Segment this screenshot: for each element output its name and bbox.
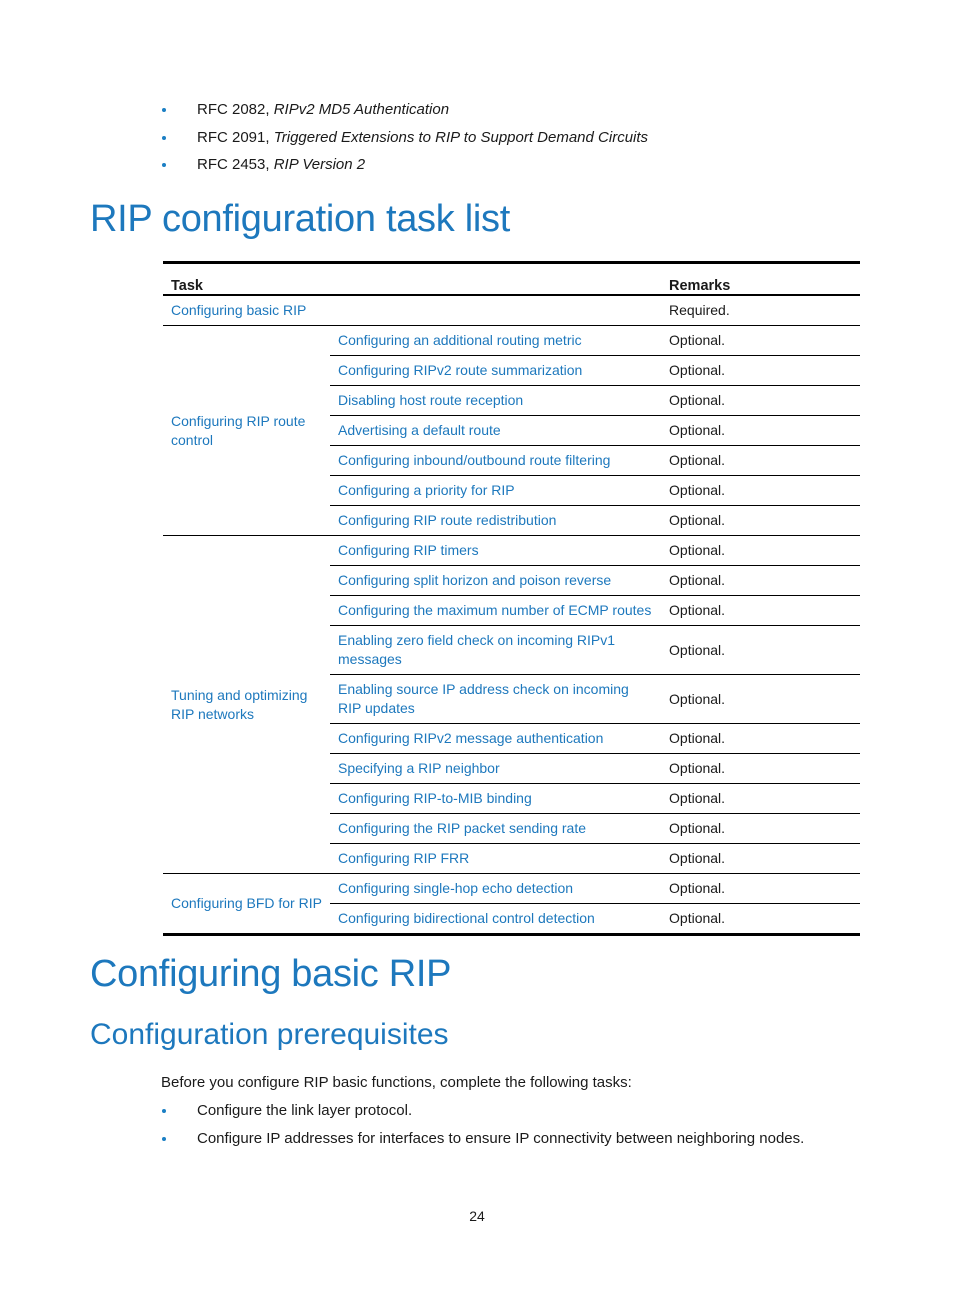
subtask-link[interactable]: Configuring RIPv2 message authentication [330, 724, 661, 754]
subtask-link[interactable]: Enabling source IP address check on incoming RIP updates [330, 675, 661, 724]
bullet-icon [162, 136, 166, 140]
remarks-cell: Optional. [661, 566, 860, 596]
remarks-cell: Optional. [661, 626, 860, 675]
remarks-cell: Optional. [661, 386, 860, 416]
remarks-cell: Optional. [661, 814, 860, 844]
task-group-link[interactable]: Tuning and optimizing RIP networks [163, 536, 330, 874]
subtask-link[interactable]: Configuring bidirectional control detection [330, 904, 661, 935]
bullet-icon [162, 108, 166, 112]
remarks-cell: Optional. [661, 874, 860, 904]
subtask-link[interactable]: Disabling host route reception [330, 386, 661, 416]
subtask-link[interactable]: Advertising a default route [330, 416, 661, 446]
prerequisite-item: Configure IP addresses for interfaces to ensure IP connectivity between neighboring nodes. [162, 1125, 804, 1153]
subtask-link[interactable]: Configuring inbound/outbound route filtering [330, 446, 661, 476]
subtask-link[interactable]: Configuring an additional routing metric [330, 326, 661, 356]
prerequisite-item: Configure the link layer protocol. [162, 1097, 804, 1125]
subtask-link[interactable]: Configuring RIP route redistribution [330, 506, 661, 536]
subtask-link[interactable]: Specifying a RIP neighbor [330, 754, 661, 784]
prerequisite-list [162, 1097, 804, 1152]
rfc-reference-item: RFC 2453, RIP Version 2 [162, 151, 648, 179]
remarks-cell: Optional. [661, 784, 860, 814]
subtask-link[interactable]: Configuring RIP-to-MIB binding [330, 784, 661, 814]
rfc-reference-item: RFC 2082, RIPv2 MD5 Authentication [162, 96, 648, 124]
remarks-cell: Optional. [661, 536, 860, 566]
remarks-cell: Optional. [661, 596, 860, 626]
remarks-cell: Optional. [661, 476, 860, 506]
rfc-reference-item: RFC 2091, Triggered Extensions to RIP to Support Demand Circuits [162, 124, 648, 152]
rfc-reference-list [162, 96, 648, 179]
table-row [163, 326, 860, 356]
task-group-link[interactable]: Configuring BFD for RIP [163, 874, 330, 935]
subtask-link[interactable]: Configuring split horizon and poison reverse [330, 566, 661, 596]
bullet-icon [162, 1109, 166, 1113]
remarks-cell: Optional. [661, 446, 860, 476]
bullet-icon [162, 163, 166, 167]
remarks-cell: Optional. [661, 904, 860, 935]
subtask-link[interactable]: Enabling zero field check on incoming RIPv1 messages [330, 626, 661, 675]
column-header-remarks: Remarks [661, 263, 860, 296]
subtask-link[interactable]: Configuring RIP FRR [330, 844, 661, 874]
page-number: 24 [469, 1208, 485, 1224]
task-list-table [163, 261, 860, 936]
subtask-link[interactable]: Configuring RIPv2 route summarization [330, 356, 661, 386]
remarks-cell: Optional. [661, 506, 860, 536]
subtask-link[interactable]: Configuring RIP timers [330, 536, 661, 566]
remarks-cell: Optional. [661, 844, 860, 874]
task-link[interactable]: Configuring basic RIP [163, 295, 661, 326]
subtask-link[interactable]: Configuring the maximum number of ECMP routes [330, 596, 661, 626]
subtask-link[interactable]: Configuring single-hop echo detection [330, 874, 661, 904]
table-header-row [163, 263, 860, 296]
remarks-cell: Optional. [661, 675, 860, 724]
subtask-link[interactable]: Configuring a priority for RIP [330, 476, 661, 506]
section-title-basic-rip: Configuring basic RIP [90, 953, 452, 995]
remarks-cell: Required. [661, 295, 860, 326]
remarks-cell: Optional. [661, 754, 860, 784]
remarks-cell: Optional. [661, 724, 860, 754]
subtask-link[interactable]: Configuring the RIP packet sending rate [330, 814, 661, 844]
intro-paragraph: Before you configure RIP basic functions, complete the following tasks: [161, 1074, 632, 1091]
column-header-task: Task [163, 263, 661, 296]
table-row [163, 874, 860, 904]
table-row [163, 536, 860, 566]
remarks-cell: Optional. [661, 356, 860, 386]
remarks-cell: Optional. [661, 326, 860, 356]
section-title-task-list: RIP configuration task list [90, 198, 510, 240]
task-group-link[interactable]: Configuring RIP route control [163, 326, 330, 536]
table-row [163, 295, 860, 326]
bullet-icon [162, 1137, 166, 1141]
remarks-cell: Optional. [661, 416, 860, 446]
subsection-title-prerequisites: Configuration prerequisites [90, 1018, 449, 1051]
